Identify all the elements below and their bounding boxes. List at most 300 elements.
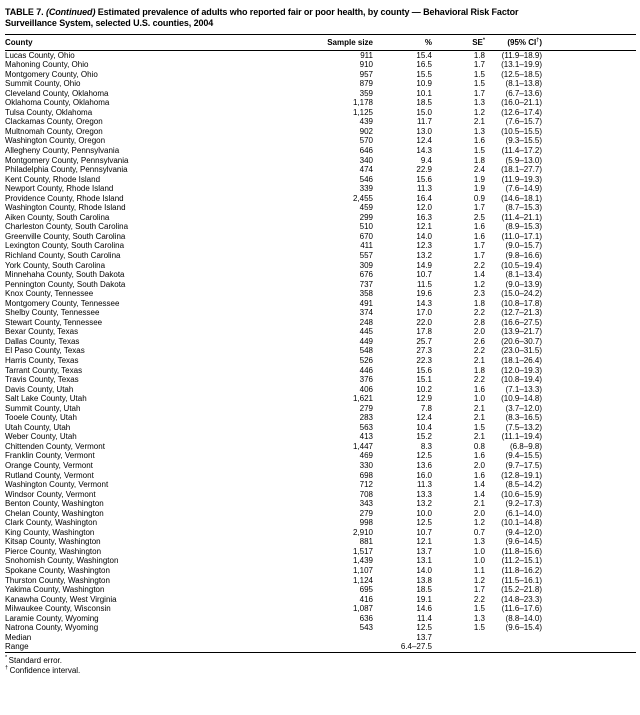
sample-size-cell: 374	[359, 308, 373, 318]
table-row	[5, 547, 636, 557]
ci-cell: (11.2–15.1)	[501, 556, 542, 566]
table-row	[5, 471, 636, 481]
ci-cell: (15.2–21.8)	[501, 585, 542, 595]
header-row	[5, 35, 636, 51]
sample-size-cell: 670	[359, 231, 373, 241]
percent-cell: 14.0	[416, 231, 432, 241]
table-row	[5, 232, 636, 242]
sample-size-cell: 1,125	[352, 107, 373, 117]
spacer-cell	[542, 509, 636, 519]
ci-cell: (9.3–15.5)	[505, 136, 542, 146]
ci-cell: (9.7–17.5)	[505, 461, 542, 471]
spacer-cell	[542, 175, 636, 185]
sample-size-cell: 1,621	[352, 394, 373, 404]
spacer-cell	[542, 213, 636, 223]
spacer-cell	[542, 136, 636, 146]
ci-cell: (7.1–13.3)	[505, 384, 542, 394]
percent-cell: 12.3	[416, 241, 432, 251]
table-row	[5, 366, 636, 376]
spacer-column	[542, 35, 636, 51]
se-cell: 1.3	[473, 613, 485, 623]
county-cell: Montgomery County, Pennsylvania	[5, 155, 129, 165]
spacer-cell	[542, 308, 636, 318]
ci-footnote-marker: †	[536, 36, 540, 43]
percent-cell: 12.0	[416, 203, 432, 213]
spacer-cell	[542, 499, 636, 509]
percent-cell: 15.2	[416, 432, 432, 442]
spacer-cell	[542, 366, 636, 376]
percent-cell: 11.5	[417, 279, 432, 289]
sample-size-cell: 330	[359, 461, 373, 471]
table-row	[5, 108, 636, 118]
sample-size-cell: 570	[359, 136, 373, 146]
spacer-cell	[542, 480, 636, 490]
ci-cell: (9.0–15.7)	[505, 241, 542, 251]
county-cell: Richland County, South Carolina	[5, 250, 121, 260]
se-cell: 0.9	[473, 193, 485, 203]
table-row	[5, 165, 636, 175]
sample-size-cell: 546	[359, 174, 373, 184]
table-row	[5, 499, 636, 509]
se-cell: 1.5	[473, 69, 485, 79]
county-cell: Multnomah County, Oregon	[5, 126, 103, 136]
percent-cell: 14.9	[416, 260, 432, 270]
se-cell: 1.6	[473, 136, 485, 146]
se-cell: 1.8	[473, 155, 485, 165]
ci-cell: (16.0–21.1)	[501, 98, 542, 108]
table-row	[5, 127, 636, 137]
county-cell: Knox County, Tennessee	[5, 289, 94, 299]
se-cell: 1.2	[473, 575, 485, 585]
ci-cell: (9.6–15.4)	[505, 623, 542, 633]
sample-size-cell: 449	[359, 336, 373, 346]
spacer-cell	[542, 556, 636, 566]
ci-cell: (11.9–19.3)	[501, 174, 542, 184]
spacer-cell	[542, 232, 636, 242]
se-cell: 1.0	[473, 394, 485, 404]
ci-cell: (9.4–15.5)	[505, 451, 542, 461]
county-cell: Washington County, Oregon	[5, 136, 106, 146]
county-cell: Lexington County, South Carolina	[5, 241, 125, 251]
percent-cell: 11.3	[417, 184, 432, 194]
table-row	[5, 79, 636, 89]
ci-cell: (3.7–12.0)	[505, 403, 542, 413]
county-cell: Oklahoma County, Oklahoma	[5, 98, 110, 108]
percent-cell: 10.7	[416, 527, 432, 537]
table-row	[5, 423, 636, 433]
se-cell: 2.2	[473, 375, 485, 385]
table-row	[5, 623, 636, 633]
table-row	[5, 518, 636, 528]
se-cell: 1.0	[473, 556, 485, 566]
se-footnote-marker: *	[482, 36, 485, 43]
spacer-cell	[542, 518, 636, 528]
sample-size-cell: 636	[359, 613, 373, 623]
spacer-cell	[542, 270, 636, 280]
sample-size-cell: 411	[360, 241, 373, 251]
table-row	[5, 60, 636, 70]
county-cell: Salt Lake County, Utah	[5, 394, 87, 404]
se-cell: 2.2	[473, 308, 485, 318]
table-row	[5, 413, 636, 423]
spacer-cell	[542, 203, 636, 213]
county-cell: Kitsap County, Washington	[5, 537, 101, 547]
county-cell: Allegheny County, Pennsylvania	[5, 145, 120, 155]
table-row	[5, 280, 636, 290]
se-cell: 2.2	[473, 346, 485, 356]
table-row	[5, 308, 636, 318]
table-row	[5, 89, 636, 99]
sample-size-cell: 279	[359, 403, 373, 413]
ci-cell: (8.8–14.0)	[505, 613, 542, 623]
sample-size-cell: 910	[359, 60, 373, 70]
table-row	[5, 528, 636, 538]
county-cell: Washington County, Vermont	[5, 480, 109, 490]
spacer-cell	[542, 413, 636, 423]
county-cell: Utah County, Utah	[5, 422, 71, 432]
table-row	[5, 375, 636, 385]
table-row	[5, 156, 636, 166]
percent-cell: 19.6	[416, 289, 432, 299]
spacer-cell	[542, 98, 636, 108]
percent-cell: 11.3	[417, 480, 432, 490]
spacer-cell	[542, 222, 636, 232]
sample-size-cell: 881	[359, 537, 373, 547]
percent-cell: 25.7	[416, 336, 432, 346]
sample-size-cell: 1,087	[352, 604, 373, 614]
sample-size-cell: 911	[360, 50, 373, 60]
spacer-cell	[542, 346, 636, 356]
sample-size-cell: 279	[359, 508, 373, 518]
percent-cell: 14.3	[416, 298, 432, 308]
county-cell: Montgomery County, Tennessee	[5, 298, 120, 308]
sample-size-cell	[307, 633, 373, 643]
table-row	[5, 356, 636, 366]
sample-size-cell: 510	[359, 222, 373, 232]
spacer-cell	[542, 108, 636, 118]
table-row	[5, 327, 636, 337]
ci-cell: (12.8–19.1)	[501, 470, 542, 480]
county-cell: Summit County, Utah	[5, 403, 81, 413]
county-cell: Minnehaha County, South Dakota	[5, 270, 125, 280]
spacer-cell	[542, 117, 636, 127]
ci-cell: (7.5–13.2)	[505, 422, 542, 432]
sample-size-cell: 998	[359, 518, 373, 528]
sample-size-cell: 459	[359, 203, 373, 213]
percent-cell: 8.3	[420, 441, 432, 451]
percent-cell: 12.1	[416, 537, 432, 547]
ci-cell: (14.6–18.1)	[501, 193, 542, 203]
spacer-cell	[542, 194, 636, 204]
county-cell: Lucas County, Ohio	[5, 50, 75, 60]
percent-cell: 17.0	[416, 308, 432, 318]
table-row	[5, 614, 636, 624]
sample-size-cell: 413	[359, 432, 373, 442]
sample-size-cell: 1,124	[352, 575, 373, 585]
footnote-standard-error: * Standard error.	[5, 655, 63, 665]
percent-cell: 10.4	[416, 422, 432, 432]
prevalence-table	[5, 34, 636, 653]
sample-size-cell: 340	[359, 155, 373, 165]
percent-cell: 15.5	[416, 69, 432, 79]
col-header-ci: (95% CI†)	[507, 36, 542, 47]
spacer-cell	[542, 184, 636, 194]
asterisk-marker: *	[5, 655, 8, 662]
sample-size-cell: 474	[359, 165, 373, 175]
table-row	[5, 318, 636, 328]
se-cell: 1.5	[473, 145, 485, 155]
ci-cell	[485, 633, 542, 643]
ci-cell: (11.5–16.1)	[501, 575, 542, 585]
county-cell: Philadelphia County, Pennsylvania	[5, 165, 128, 175]
ci-cell: (9.6–14.5)	[505, 537, 542, 547]
county-cell: Spokane County, Washington	[5, 566, 110, 576]
spacer-cell	[542, 614, 636, 624]
table-row	[5, 98, 636, 108]
county-cell: Mahoning County, Ohio	[5, 60, 89, 70]
percent-cell: 10.9	[416, 79, 432, 89]
se-cell: 1.6	[473, 231, 485, 241]
spacer-cell	[542, 79, 636, 89]
table-row	[5, 394, 636, 404]
spacer-cell	[542, 241, 636, 251]
sample-size-cell: 557	[359, 250, 373, 260]
ci-cell: (10.8–19.4)	[501, 375, 542, 385]
continued-note: (Continued)	[45, 7, 96, 17]
county-cell: Rutland County, Vermont	[5, 470, 94, 480]
county-cell: Natrona County, Wyoming	[5, 623, 99, 633]
ci-cell: (20.6–30.7)	[501, 336, 542, 346]
percent-cell: 13.8	[416, 575, 432, 585]
se-cell: 2.4	[473, 165, 485, 175]
percent-cell: 15.6	[416, 174, 432, 184]
table-row	[5, 537, 636, 547]
table-row	[5, 404, 636, 414]
title-line1: Estimated prevalence of adults who reported fair or poor health, by county — Behavioral Risk Factor	[97, 7, 519, 17]
percent-cell: 16.0	[416, 470, 432, 480]
spacer-cell	[542, 50, 636, 60]
table-row	[5, 595, 636, 605]
ci-cell: (8.5–14.2)	[505, 480, 542, 490]
table-row	[5, 461, 636, 471]
county-cell: Tulsa County, Oklahoma	[5, 107, 93, 117]
ci-cell: (8.1–13.4)	[505, 270, 542, 280]
sample-size-cell: 695	[359, 585, 373, 595]
se-cell: 1.6	[473, 470, 485, 480]
spacer-cell	[542, 280, 636, 290]
table-row	[5, 50, 636, 60]
spacer-cell	[542, 423, 636, 433]
percent-cell: 16.4	[416, 193, 432, 203]
spacer-cell	[542, 576, 636, 586]
ci-cell: (11.1–19.4)	[501, 432, 542, 442]
sample-size-cell: 406	[359, 384, 373, 394]
sample-size-cell: 248	[359, 317, 373, 327]
county-cell: Pennington County, South Dakota	[5, 279, 126, 289]
sample-size-cell: 543	[359, 623, 373, 633]
ci-cell: (10.5–19.4)	[501, 260, 542, 270]
se-cell: 1.4	[473, 480, 485, 490]
se-cell: 1.6	[473, 451, 485, 461]
se-cell: 1.7	[473, 203, 485, 213]
table-row	[5, 604, 636, 614]
county-cell: Bexar County, Texas	[5, 327, 79, 337]
se-cell: 2.1	[473, 403, 485, 413]
ci-cell: (6.7–13.6)	[505, 88, 542, 98]
county-cell: Aiken County, South Carolina	[5, 212, 110, 222]
percent-cell: 13.6	[416, 461, 432, 471]
county-cell: Greenville County, South Carolina	[5, 231, 126, 241]
footnote-confidence-interval: † Confidence interval.	[5, 665, 81, 675]
ci-cell: (12.7–21.3)	[501, 308, 542, 318]
ci-cell: (8.9–15.3)	[505, 222, 542, 232]
spacer-cell	[542, 451, 636, 461]
table-row	[5, 633, 636, 643]
se-cell: 1.2	[473, 107, 485, 117]
percent-cell: 13.7	[416, 546, 432, 556]
percent-cell: 11.7	[417, 117, 432, 127]
spacer-cell	[542, 585, 636, 595]
table-row	[5, 70, 636, 80]
se-cell: 2.1	[473, 499, 485, 509]
ci-cell: (12.0–19.3)	[501, 365, 542, 375]
spacer-cell	[542, 461, 636, 471]
county-cell: King County, Washington	[5, 527, 95, 537]
spacer-cell	[542, 432, 636, 442]
county-cell: Summit County, Ohio	[5, 79, 81, 89]
sample-size-cell: 1,447	[352, 441, 373, 451]
spacer-cell	[542, 127, 636, 137]
sample-size-cell: 902	[359, 126, 373, 136]
se-cell: 1.5	[473, 623, 485, 633]
se-cell: 2.0	[473, 508, 485, 518]
se-cell: 1.7	[473, 241, 485, 251]
ci-cell: (11.9–18.9)	[501, 50, 542, 60]
county-cell: Stewart County, Tennessee	[5, 317, 103, 327]
sample-size-cell: 439	[359, 117, 373, 127]
spacer-cell	[542, 404, 636, 414]
table-row	[5, 299, 636, 309]
se-cell: 2.8	[473, 317, 485, 327]
ci-cell: (14.8–23.3)	[501, 594, 542, 604]
spacer-cell	[542, 375, 636, 385]
footnotes	[5, 653, 636, 676]
se-cell: 1.6	[473, 222, 485, 232]
percent-cell: 19.1	[416, 594, 432, 604]
percent-cell: 15.6	[416, 365, 432, 375]
se-cell: 2.5	[473, 212, 485, 222]
ci-cell: (8.7–15.3)	[505, 203, 542, 213]
ci-cell: (11.4–17.2)	[501, 145, 542, 155]
spacer-cell	[542, 251, 636, 261]
table-row	[5, 194, 636, 204]
table-row	[5, 175, 636, 185]
county-cell: Benton County, Washington	[5, 499, 104, 509]
percent-cell: 27.3	[416, 346, 432, 356]
table-row	[5, 576, 636, 586]
sample-size-cell: 283	[359, 413, 373, 423]
table-row	[5, 146, 636, 156]
county-cell: Pierce County, Washington	[5, 546, 102, 556]
title-line2: Surveillance System, selected U.S. counties, 2004	[5, 18, 214, 28]
spacer-cell	[542, 146, 636, 156]
se-cell: 1.3	[473, 537, 485, 547]
county-cell: Kanawha County, West Virginia	[5, 594, 117, 604]
se-cell: 1.3	[473, 126, 485, 136]
percent-cell: 12.5	[416, 518, 432, 528]
spacer-cell	[542, 385, 636, 395]
percent-cell: 18.5	[416, 585, 432, 595]
sample-size-cell: 698	[359, 470, 373, 480]
percent-cell: 15.0	[416, 107, 432, 117]
table-row	[5, 509, 636, 519]
se-cell: 1.4	[473, 270, 485, 280]
table-row	[5, 261, 636, 271]
sample-size-cell: 957	[359, 69, 373, 79]
county-cell: Orange County, Vermont	[5, 461, 93, 471]
table-row	[5, 346, 636, 356]
table-row	[5, 184, 636, 194]
se-cell: 2.0	[473, 461, 485, 471]
county-cell: Tooele County, Utah	[5, 413, 77, 423]
se-cell: 1.2	[473, 279, 485, 289]
ci-cell: (18.1–27.7)	[501, 165, 542, 175]
percent-cell: 13.2	[416, 499, 432, 509]
sample-size-cell: 343	[359, 499, 373, 509]
table-row	[5, 556, 636, 566]
table-row	[5, 451, 636, 461]
county-cell: El Paso County, Texas	[5, 346, 85, 356]
sample-size-cell: 712	[359, 480, 373, 490]
se-cell: 2.3	[473, 289, 485, 299]
table-row	[5, 432, 636, 442]
county-cell: Charleston County, South Carolina	[5, 222, 129, 232]
spacer-cell	[542, 261, 636, 271]
percent-cell: 14.6	[416, 604, 432, 614]
county-cell: Shelby County, Tennessee	[5, 308, 100, 318]
sample-size-cell: 1,107	[352, 566, 373, 576]
ci-cell: (7.6–15.7)	[505, 117, 542, 127]
ci-cell: (11.8–15.6)	[501, 546, 542, 556]
se-cell: 1.5	[473, 422, 485, 432]
percent-cell: 12.9	[416, 394, 432, 404]
table-row	[5, 117, 636, 127]
sample-size-cell: 469	[359, 451, 373, 461]
ci-cell: (8.3–16.5)	[505, 413, 542, 423]
spacer-cell	[542, 528, 636, 538]
percent-cell: 13.3	[416, 489, 432, 499]
ci-cell: (11.4–21.1)	[501, 212, 542, 222]
county-cell: Chelan County, Washington	[5, 508, 104, 518]
table-row	[5, 442, 636, 452]
ci-cell: (13.9–21.7)	[501, 327, 542, 337]
se-cell: 1.6	[473, 384, 485, 394]
county-cell: Thurston County, Washington	[5, 575, 110, 585]
ci-cell: (9.4–12.0)	[505, 527, 542, 537]
sample-size-cell: 526	[359, 356, 373, 365]
spacer-cell	[542, 299, 636, 309]
county-cell: Travis County, Texas	[5, 375, 79, 385]
sample-size-cell: 676	[359, 270, 373, 280]
county-cell: Windsor County, Vermont	[5, 489, 96, 499]
percent-cell: 22.3	[416, 356, 432, 365]
county-cell: Harris County, Texas	[5, 356, 79, 365]
sample-size-cell: 445	[359, 327, 373, 337]
se-cell	[432, 633, 485, 643]
sample-size-cell: 358	[359, 289, 373, 299]
county-cell: Clackamas County, Oregon	[5, 117, 103, 127]
percent-cell: 11.4	[417, 613, 432, 623]
